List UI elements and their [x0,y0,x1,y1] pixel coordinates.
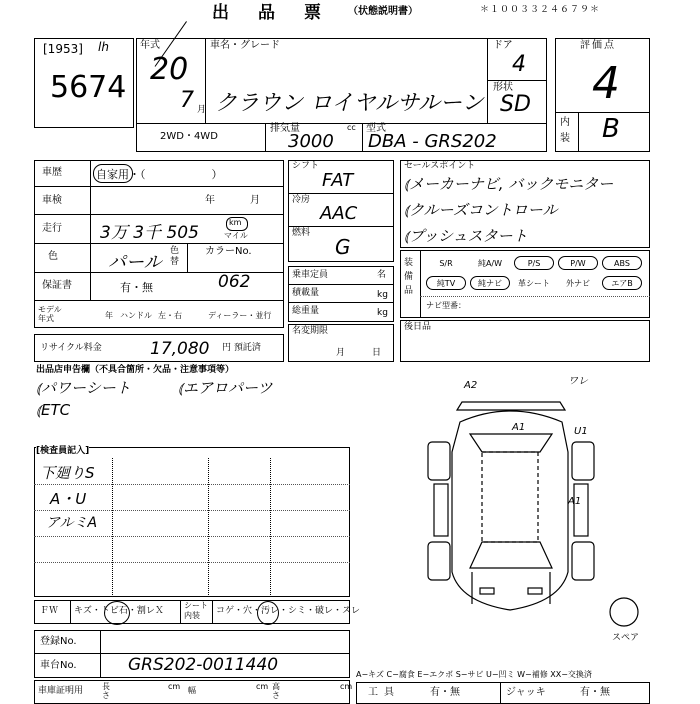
month-value: 7 [180,88,194,113]
damage-codes-legend: A−キズ C−腐食 E−エクボ S−サビ U−凹ミ W−補修 XX−交換済 [356,670,592,679]
note-item: ⦅エアロパーツ [178,379,273,397]
drive-label: 2WD・4WD [160,131,218,142]
equipment-chip: 純A/W [477,259,503,268]
capacity-label: 乗車定員 [292,270,329,280]
name-label: 車名・グレード [210,40,280,51]
door-label: ドア [493,40,513,51]
ac-label: 冷房 [292,195,311,205]
history-label: 車歴 [42,167,62,178]
ac-value: AAC [320,203,358,224]
recycle-unit: 円 預託済 [222,343,261,353]
car-damage-diagram [400,372,660,642]
model-year-unit: 年 [105,311,113,320]
inspection-year-unit: 年 [205,195,215,206]
history-options: 自家用・（ ） [96,168,223,181]
year-label: 年式 [140,40,160,51]
rear-items-box [400,320,650,362]
color-label: 色 [48,251,58,262]
interior-value: B [602,114,620,144]
seat-circle [257,601,279,625]
diagram-mark: ワレ [568,376,588,387]
diagram-mark: A1 [568,496,582,507]
model-value: DBA - GRS202 [368,131,497,152]
month-unit: 月 [197,105,207,115]
recycle-label: リサイクル料金 [40,343,102,353]
vehicle-name: クラウン ロイヤルサルーン [215,91,484,116]
inspector-item: アルミA [46,515,98,531]
selling-point-item: ⦅クルーズコントロール [404,201,558,219]
color-no-value: 062 [218,272,251,292]
lot-code: [1953] [43,42,83,56]
diagram-mark: A2 [464,380,478,391]
serial-barcode-text: ＊１００３３２４６７９＊ [480,5,601,15]
registration-month: 月 [336,348,346,358]
km-unit: km [229,218,242,227]
load-label: 積載量 [292,288,320,298]
displacement-label: 排気量 [270,123,300,134]
displacement-value: 3000 [288,131,334,152]
equipment-chip: S/R [439,259,453,268]
selling-point-item: ⦅プッシュスタート [404,227,528,245]
capacity-unit: 名 [377,270,387,280]
handle-label: ハンドル [120,311,152,320]
door-value: 4 [512,52,526,77]
seat-label: シート内装 [184,601,208,620]
registration-no-box [34,630,350,654]
fuel-value: G [335,235,351,259]
load-unit: kg [377,290,388,300]
registration-label: 名変期限 [292,326,329,336]
equipment-chip: P/W [558,256,598,270]
inspection-month-unit: 月 [250,195,260,206]
model-year-label: モデル年式 [38,305,62,323]
shift-value: FAT [322,170,354,191]
dim-label: 長さ [102,682,110,700]
color-no-label: カラーNo. [205,246,252,257]
diagram-mark: U1 [574,426,588,437]
tools-value: 有・無 [430,687,460,698]
dim-unit: cm [256,682,269,691]
notes-label: 出品店申告欄（不具合箇所・欠品・注意事項等） [36,365,235,375]
dim-unit: cm [340,682,353,691]
lot-suffix: lh [98,40,109,54]
rating-label: 評価点 [580,40,616,51]
rating-score: 4 [592,58,620,109]
equipment-label: 装備品 [404,258,414,296]
gross-unit: kg [377,308,388,318]
mileage-value: 3万 3千 505 [100,223,199,243]
dealer-label: ディーラー・並行 [208,311,272,320]
garage-cert-label: 車庫証明用 [38,686,84,696]
fuel-label: 燃料 [292,228,311,238]
equipment-chip: ABS [602,256,642,270]
fw-circle [104,601,130,625]
note-item: ⦅ETC [36,401,71,419]
diagram-mark: A1 [512,422,526,433]
handle-value: 左・右 [158,311,182,320]
reg-no-label: 登録No. [40,636,77,647]
interior-label: 内装 [560,117,570,144]
equipment-chip: 革シート [518,279,550,288]
spare-label: スペア [612,633,640,642]
history-selected-circle [93,164,133,183]
model-label: 型式 [366,123,386,134]
dim-label: 高さ [272,682,280,700]
chassis-label: 車台No. [40,660,77,671]
equipment-chip: エアB [602,276,642,290]
mile-unit: マイル [224,231,248,240]
equipment-chip: 純TV [426,276,466,290]
dim-unit: cm [168,682,181,691]
equipment-chip: 外ナビ [566,279,590,288]
gross-label: 総重量 [292,306,320,316]
document-subtitle: （状態説明書） [348,6,418,17]
jack-label: ジャッキ [506,687,546,698]
lot-number: 5674 [50,70,127,105]
chassis-value: GRS202-0011440 [128,655,279,675]
registration-day: 日 [372,348,382,358]
jack-value: 有・無 [580,687,610,698]
equipment-chip: 純ナビ [470,276,510,290]
document-title: 出 品 票 [212,3,327,23]
dim-label: 幅 [188,686,196,695]
shape-value: SD [500,92,531,117]
inspection-label: 車検 [42,195,62,206]
year-value: 20 [150,52,189,87]
inspector-item: 下廻りS [40,464,95,482]
selling-point-item: ⦅メーカーナビ, バックモニター [404,175,614,193]
fw-label: ＦＷ [40,606,59,616]
rear-items-label: 後日品 [404,322,432,332]
seat-items: コゲ・穴・汚レ・シミ・破レ・スレ [216,606,361,616]
tools-label: 工具 [368,687,400,698]
inspector-label: [検査員記入] [36,446,90,456]
navi-model-label: ナビ型番： [426,301,466,310]
warranty-value: 有・無 [120,281,153,294]
shape-label: 形状 [493,82,513,93]
equipment-chip: P/S [514,256,554,270]
color-swap-label: 色替 [170,246,180,267]
mileage-label: 走行 [42,223,62,234]
color-value: パール [108,252,162,273]
fw-items: キズ・トビ石・割レＸ [74,606,164,616]
shift-label: シフト [292,161,320,171]
recycle-value: 17,080 [150,339,210,359]
note-item: ⦅パワーシート [36,379,131,397]
warranty-label: 保証書 [42,280,72,291]
inspector-item: A・U [50,490,87,508]
selling-points-label: セールスポイント [404,161,476,171]
cc-unit: cc [347,123,356,132]
